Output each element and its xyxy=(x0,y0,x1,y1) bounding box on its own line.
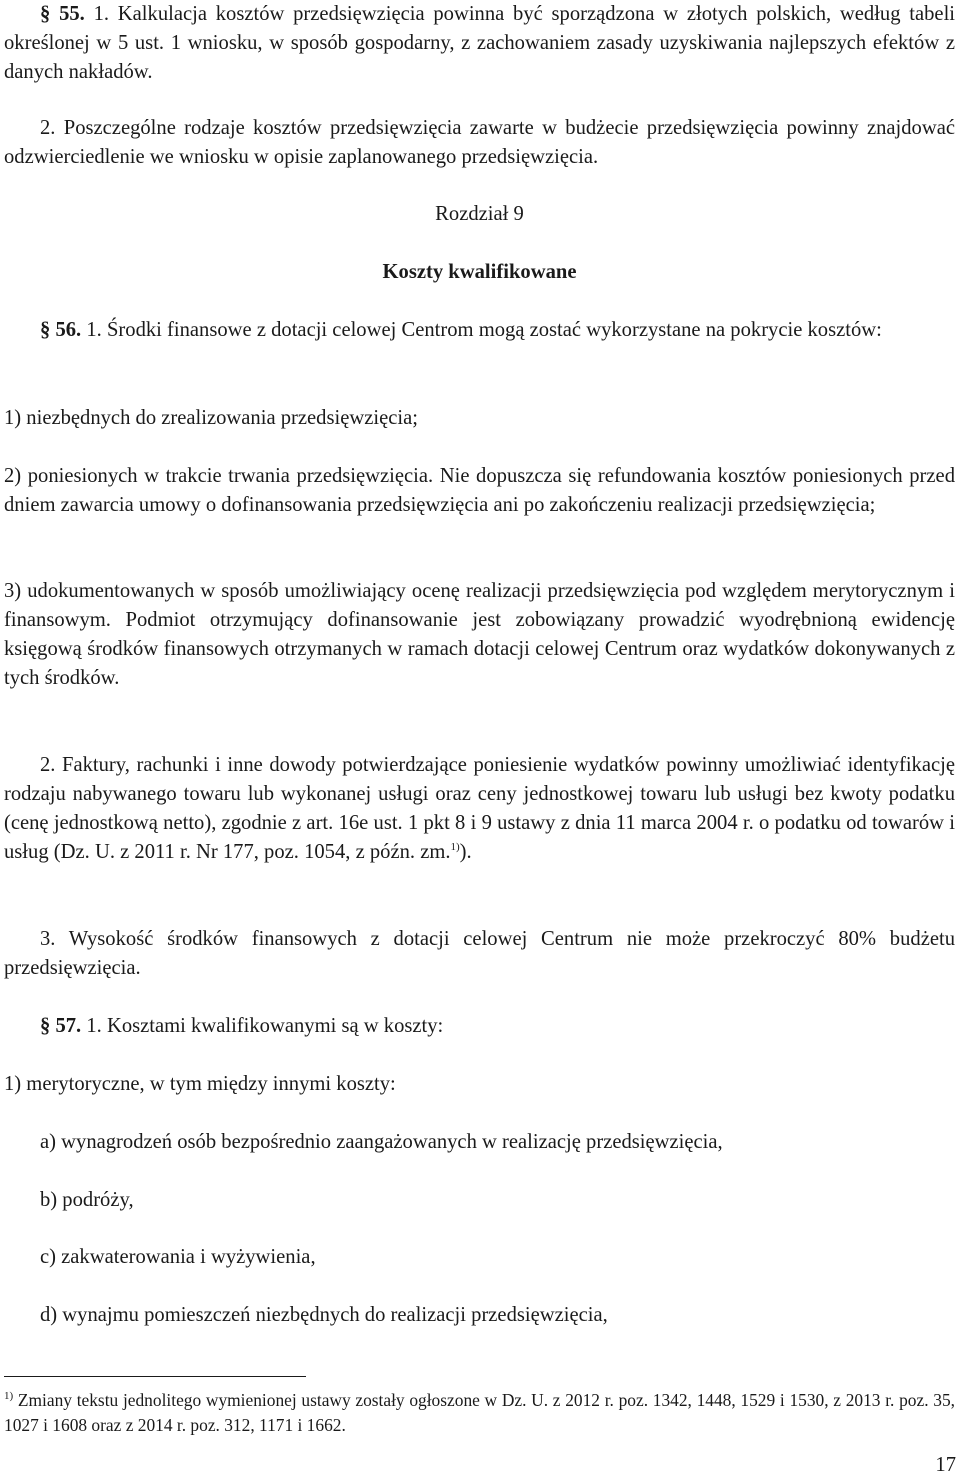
paragraph-text: 2. Faktury, rachunki i inne dowody potwierdzające poniesienie wydatków powinny umożliwiać identyfikację rodzaju nabywanego towaru lub wykonanej usługi oraz ceny jednostkowej towaru lub usługi bez kwoty podatku (cenę jednostkową netto), zgodnie z art. 16e ust. 1 pkt 8 i 9 ustawy z dnia 11 marca 2004 r. o podatku od towarów i usług (Dz. U. z 2011 r. Nr 177, poz. 1054, z późn. zm. xyxy=(4,754,955,863)
paragraph-text: Kalkulacja kosztów przedsięwzięcia powinna być sporządzona w złotych polskich, według tabeli określonej w 5 ust. 1 wniosku, w sposób gospodarny, z zachowaniem zasady uzyskiwania najlepszych efektów z danych nakładów. xyxy=(4,3,956,83)
sublist-item-b: b) podróży, xyxy=(40,1189,134,1211)
section-symbol: § xyxy=(40,319,51,341)
paragraph-lead: 1. xyxy=(86,319,102,341)
paragraph-lead: 1. xyxy=(86,1015,102,1037)
sublist-item-d: d) wynajmu pomieszczeń niezbędnych do realizacji przedsięwzięcia, xyxy=(40,1304,608,1326)
section-56-paragraph-2 xyxy=(4,751,955,867)
section-55-paragraph-1 xyxy=(4,0,955,87)
footnote xyxy=(4,1388,955,1438)
paragraph-text: Środki finansowe z dotacji celowej Centrom mogą zostać wykorzystane na pokrycie kosztów: xyxy=(106,319,882,341)
chapter-title: Koszty kwalifikowane xyxy=(382,261,577,283)
chapter-label: Rozdział 9 xyxy=(435,203,524,225)
list-item-1: 1) merytoryczne, w tym między innymi koszty: xyxy=(4,1073,396,1095)
list-item-2: 2) poniesionych w trakcie trwania przedsięwzięcia. Nie dopuszcza się refundowania kosztów poniesionych przed dniem zawarcia umowy o dofinansowania przedsięwzięcia ani po zakończeniu realizacji przedsięwzięcia; xyxy=(4,465,955,516)
section-55-number: 55. xyxy=(59,3,85,25)
paragraph-lead: 1. xyxy=(93,3,110,25)
paragraph-text: Kosztami kwalifikowanymi są w koszty: xyxy=(106,1015,444,1037)
section-56-paragraph-1 xyxy=(4,316,955,345)
section-symbol: § xyxy=(40,1015,51,1037)
footnote-mark: 1) xyxy=(4,1390,14,1403)
section-symbol: § xyxy=(40,3,51,25)
footnote-reference: 1) xyxy=(450,841,460,854)
list-item-3: 3) udokumentowanych w sposób umożliwiający ocenę realizacji przedsięwzięcia pod względem merytorycznym i finansowym. Podmiot otrzymujący dofinansowanie jest zobowiązany prowadzić wyodrębnioną ewidencję księgową środków finansowych otrzymanych w ramach dotacji celowej Centrum oraz wydatków dokonywanych z tych środków. xyxy=(4,580,955,689)
sublist-item-c: c) zakwaterowania i wyżywienia, xyxy=(40,1246,316,1268)
list-item-1: 1) niezbędnych do zrealizowania przedsięwzięcia; xyxy=(4,407,418,429)
paragraph-end: ). xyxy=(459,841,472,863)
section-56-paragraph-3: 3. Wysokość środków finansowych z dotacji celowej Centrum nie może przekroczyć 80% budżetu przedsięwzięcia. xyxy=(4,928,955,979)
section-55-paragraph-2: 2. Poszczególne rodzaje kosztów przedsięwzięcia zawarte w budżecie przedsięwzięcia powinny znajdować odzwierciedlenie we wniosku w opisie zaplanowanego przedsięwzięcia. xyxy=(4,117,955,168)
section-57-number: 57. xyxy=(55,1015,82,1037)
section-56-number: 56. xyxy=(55,319,82,341)
page-number: 17 xyxy=(935,1454,956,1476)
sublist-item-a: a) wynagrodzeń osób bezpośrednio zaangażowanych w realizację przedsięwzięcia, xyxy=(40,1131,723,1153)
footnote-text: Zmiany tekstu jednolitego wymienionej ustawy zostały ogłoszone w Dz. U. z 2012 r. poz. 1342, 1448, 1529 i 1530, z 2013 r. poz. 35, 1027 i 1608 oraz z 2014 r. poz. 312, 1171 i 1662. xyxy=(4,1390,955,1435)
footnote-divider xyxy=(4,1376,306,1377)
document-page xyxy=(4,0,955,1480)
section-57-paragraph-1 xyxy=(4,1012,955,1041)
